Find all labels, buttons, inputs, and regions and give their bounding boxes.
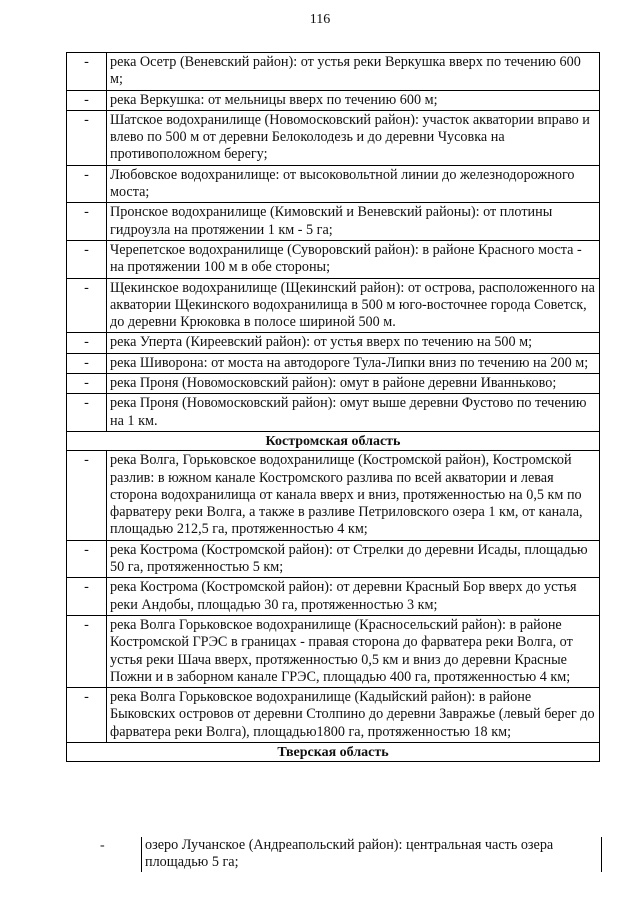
row-text: река Волга, Горьковское водохранилище (Костромской район), Костромской разлив: в южном канале Костромского разлива по всей акватории и левая сторона водохранилища от канала вверх и вниз, протяженностью на 0,5 км по фарватеру реки Волга, а также в разливе Петриловского озера 1 км, от канала, площадью 212,5 га, протяженностью 4 км;	[107, 451, 600, 540]
row-text: Черепетское водохранилище (Суворовский район): в районе Красного моста - на протяжении 100 м в обе стороны;	[107, 240, 600, 278]
row-text: река Уперта (Киреевский район): от устья вверх по течению на 500 м;	[107, 333, 600, 353]
row-dash: -	[67, 353, 107, 373]
table-row	[67, 688, 600, 743]
row-text: река Волга Горьковское водохранилище (Красносельский район): в районе Костромской ГРЭС в границах - правая сторона до фарватера реки Волга, от устья реки Шача вверх, протяженностью 0,5 км и вниз до деревни Красные Пожни и в заборном канале ГРЭС, площадью 400 га, протяженностью 4 км;	[107, 615, 600, 687]
row-dash: -	[67, 451, 107, 540]
table-row	[67, 203, 600, 241]
row-text: река Шиворона: от моста на автодороге Тула-Липки вниз по течению на 200 м;	[107, 353, 600, 373]
table-row	[67, 578, 600, 616]
row-dash: -	[67, 578, 107, 616]
row-dash: -	[100, 838, 105, 853]
table-row	[67, 53, 600, 91]
table-row	[67, 615, 600, 687]
row-text: река Проня (Новомосковский район): омут выше деревни Фустово по течению на 1 км.	[107, 394, 600, 432]
section-title: Тверская область	[67, 742, 600, 761]
table-row	[67, 540, 600, 578]
row-text: река Осетр (Веневский район): от устья реки Веркушка вверх по течению 600 м;	[107, 53, 600, 91]
table-row	[67, 240, 600, 278]
row-dash: -	[67, 203, 107, 241]
row-text: река Кострома (Костромской район): от деревни Красный Бор вверх до устья реки Андобы, площадью 30 га, протяженностью 3 км;	[107, 578, 600, 616]
row-text: Щекинское водохранилище (Щекинский район): от острова, расположенного на акватории Щекинского водохранилища в 500 м юго-восточнее города Советск, до деревни Крюковка в полосе шириной 500 м.	[107, 278, 600, 333]
row-dash: -	[67, 110, 107, 165]
table-row	[67, 374, 600, 394]
row-dash: -	[67, 540, 107, 578]
row-text: река Волга Горьковское водохранилище (Кадыйский район): в районе Быковских островов от деревни Столпино до деревни Завражье (левый берег до фарватера реки Волга), площадью1800 га, протяженностью 18 км;	[107, 688, 600, 743]
row-text: река Проня (Новомосковский район): омут в районе деревни Иванньково;	[107, 374, 600, 394]
row-text: Любовское водохранилище: от высоковольтной линии до железнодорожного моста;	[107, 165, 600, 203]
table-row	[67, 394, 600, 432]
row-dash: -	[67, 240, 107, 278]
table-row	[67, 165, 600, 203]
row-dash: -	[67, 374, 107, 394]
regulation-table	[66, 52, 600, 762]
row-dash: -	[67, 53, 107, 91]
row-text: река Веркушка: от мельницы вверх по течению 600 м;	[107, 90, 600, 110]
table-row	[67, 110, 600, 165]
section-title: Костромская область	[67, 431, 600, 450]
row-dash: -	[67, 615, 107, 687]
table-row	[67, 451, 600, 540]
row-text: река Кострома (Костромской район): от Стрелки до деревни Исады, площадью 50 га, протяженностью 5 км;	[107, 540, 600, 578]
section-header-kostroma	[67, 431, 600, 450]
row-dash: -	[67, 333, 107, 353]
table-row	[67, 278, 600, 333]
row-dash: -	[67, 394, 107, 432]
page-number: 116	[309, 12, 331, 27]
row-text: озеро Лучанское (Андреапольский район): центральная часть озера площадью 5 га;	[141, 837, 602, 872]
row-text: Шатское водохранилище (Новомосковский район): участок акватории вправо и влево по 500 м от деревни Белоколодезь и до деревни Чусовка на противоположном берегу;	[107, 110, 600, 165]
table-row	[67, 90, 600, 110]
row-dash: -	[67, 278, 107, 333]
row-text: Пронское водохранилище (Кимовский и Веневский районы): от плотины гидроузла на протяжении 1 км - 5 га;	[107, 203, 600, 241]
row-dash: -	[67, 165, 107, 203]
row-dash: -	[67, 688, 107, 743]
section-header-tver	[67, 742, 600, 761]
table-row	[67, 333, 600, 353]
row-dash: -	[67, 90, 107, 110]
table-row	[67, 353, 600, 373]
